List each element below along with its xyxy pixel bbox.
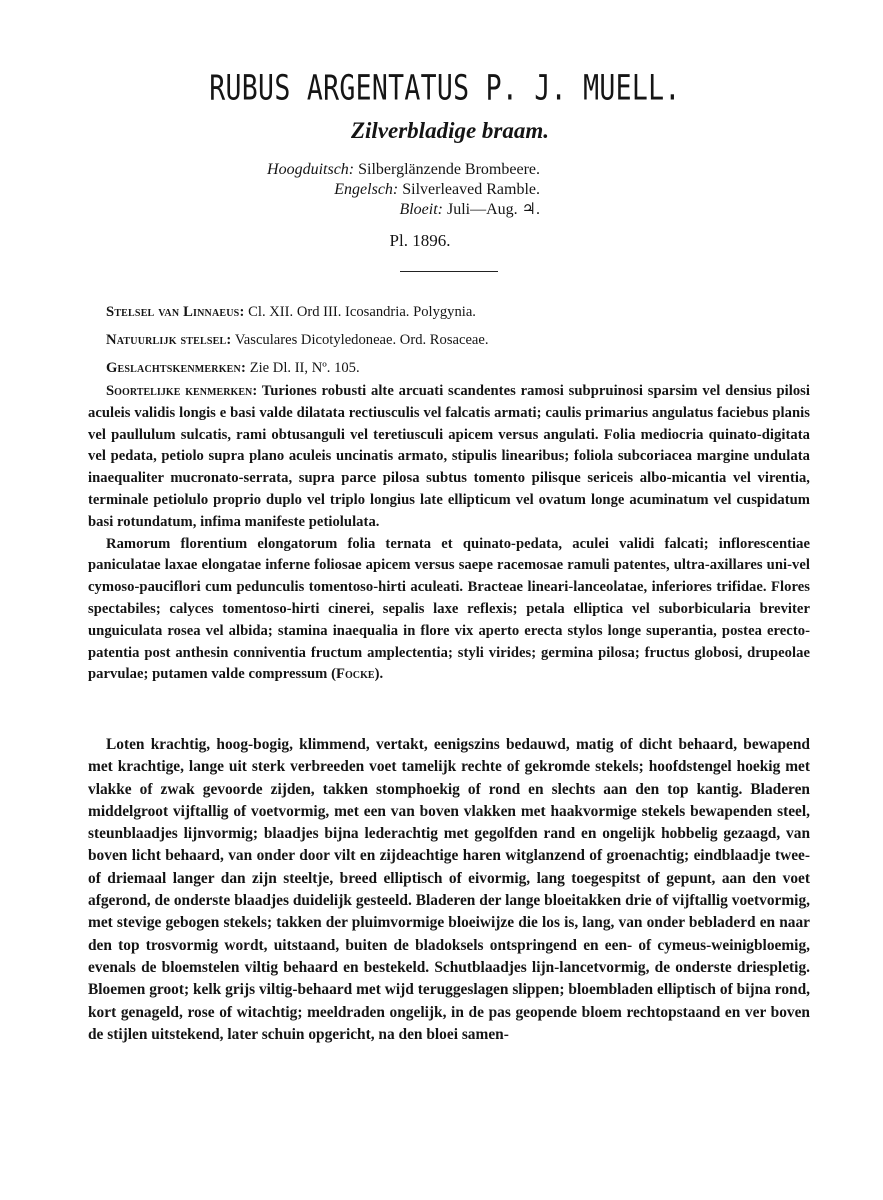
description-paragraph-1 bbox=[88, 381, 810, 534]
name-value: Silberglänzende Brombeere. bbox=[358, 161, 540, 178]
section-label: Geslachtskenmerken: bbox=[106, 360, 247, 376]
name-label: Hoogduitsch: bbox=[267, 161, 355, 178]
author-citation: Focke bbox=[336, 666, 375, 683]
name-row-bloom bbox=[240, 200, 540, 220]
latin-description bbox=[88, 381, 810, 686]
common-names bbox=[240, 160, 540, 220]
section-label: Natuurlijk stelsel: bbox=[106, 332, 232, 348]
plate-number: Pl. 1896. bbox=[389, 231, 451, 250]
linnaeus-system bbox=[106, 304, 476, 321]
dutch-name: Zilverbladige braam. bbox=[350, 118, 550, 143]
name-row-english bbox=[240, 180, 540, 200]
genus-characters bbox=[106, 360, 360, 377]
name-label: Engelsch: bbox=[334, 181, 399, 198]
section-value: Zie Dl. II, Nº. 105. bbox=[249, 360, 360, 376]
name-row-german bbox=[240, 160, 540, 180]
section-value: Cl. XII. Ord III. Icosandria. Polygynia. bbox=[248, 304, 476, 320]
dutch-description: Loten krachtig, hoog-bogig, klimmend, vertakt, eenigszins bedauwd, matig of dicht behaard, bewapend met krachtige, lange uit sterk verbreeden voet tamelijk rechte of gekromde stekels; hoofdstengel hoekig met vlakke of zwak gevoorde zijden, takken stomphoekig of rond en slechts aan den top kantig. Bladeren middelgroot vijftallig of voetvormig, met een van boven vlakken met haakvormige stekels bewapenden steel, steunblaadjes lijnvormig; blaadjes bijna lederachtig met gegolfden rand en ongelijk hobbelig gezaagd, van boven licht behaard, van onder door vilt en zijdeachtige haren witglanzend of groenachtig; eindblaadje twee- of driemaal langer dan zijn steeltje, breed elliptisch of eivormig, lang toegespitst of gepunt, aan den voet afgerond, de onderste blaadjes duidelijk gesteeld. Bladeren der lange bloeitakken drie of vijftallig voetvormig, met stevige gebogen stekels; takken der pluimvormige bloeiwijze die los is, lang, van onder bebladerd en naar den top trosvormig wordt, uitstaand, buiten de bladoksels ontspringend en een- of cymeus-weinigbloemig, evenals de bloemstelen viltig behaard en bestekeld. Schutblaadjes lijn-lancetvormig, de onderste driespletig. Bloemen groot; kelk grijs viltig-behaard met wijd teruggeslagen slippen; bloembladen elliptisch of bijna rond, kort genageld, rose of witachtig; meeldraden ongelijk, in de pas geopende bloem rechtopstaand en ver boven de stijlen uitstekend, later schuin opgericht, na den bloei samen- bbox=[88, 736, 810, 1043]
natural-system bbox=[106, 332, 489, 349]
description-paragraph-2 bbox=[88, 534, 810, 687]
paragraph-end: ). bbox=[374, 666, 384, 683]
section-label: Stelsel van Linnaeus: bbox=[106, 304, 245, 320]
name-value: Juli—Aug. ♃. bbox=[446, 201, 540, 218]
name-label: Bloeit: bbox=[399, 201, 443, 218]
paragraph-text: Ramorum florentium elongatorum folia ternata et quinato-pedata, aculei validi falcati; inflorescentiae paniculatae laxae elongatae inferne foliosae apicem versus saepe racemosae ramuli patentes, ultra-axillares uni-vel cymoso-pauciflori cum pedunculis tomentoso-hirti aculeati. Bracteae lineari-lanceolatae, inferiores trifidae. Flores spectabiles; calyces tomentoso-hirti cinerei, sepalis laxe reflexis; petala elliptica vel suborbicularia breviter unguiculata rosea vel albida; stamina inaequalia in flore vix aperto erecta stylos longe superantia, postea erecto-patentia post anthesin conniventia fructum amplectentia; styli virides; germina pilosa; fructus globosi, drupeolae parvulae; putamen valde compressum ( bbox=[88, 535, 810, 683]
section-value: Vasculares Dicotyledoneae. Ord. Rosaceae. bbox=[234, 332, 489, 348]
name-value: Silverleaved Ramble. bbox=[402, 181, 540, 198]
divider-rule bbox=[400, 271, 498, 272]
species-title: RUBUS ARGENTATUS P. J. MUELL. bbox=[209, 68, 681, 109]
paragraph-text: Turiones robusti alte arcuati scandentes ramosi subpruinosi sparsim vel densius pilosi aculeis validis longis e basi valde dilatata rectiusculis vel falcatis armati; caulis primarius angulatus faciebus planis vel paullulum sulcatis, rami obtusanguli vel teretiusculi apicem versus angulati. Folia mediocria quinato-digitata vel pedata, petiolo supra plano aculeis uncinatis armato, stipulis linearibus; foliola subcoriacea margine undulata inaequaliter mucronato-serrata, supra parce pilosa subtus tomento pilisque sericeis albo-micantia vel virentia, terminale petiolulo proprio duplo vel triplo longius late ellipticum vel ovatum longe acuminatum vel cuspidatum basi rotundatum, infima manifeste petiolulata. bbox=[88, 383, 811, 530]
description-label: Soortelijke kenmerken: bbox=[106, 383, 258, 399]
